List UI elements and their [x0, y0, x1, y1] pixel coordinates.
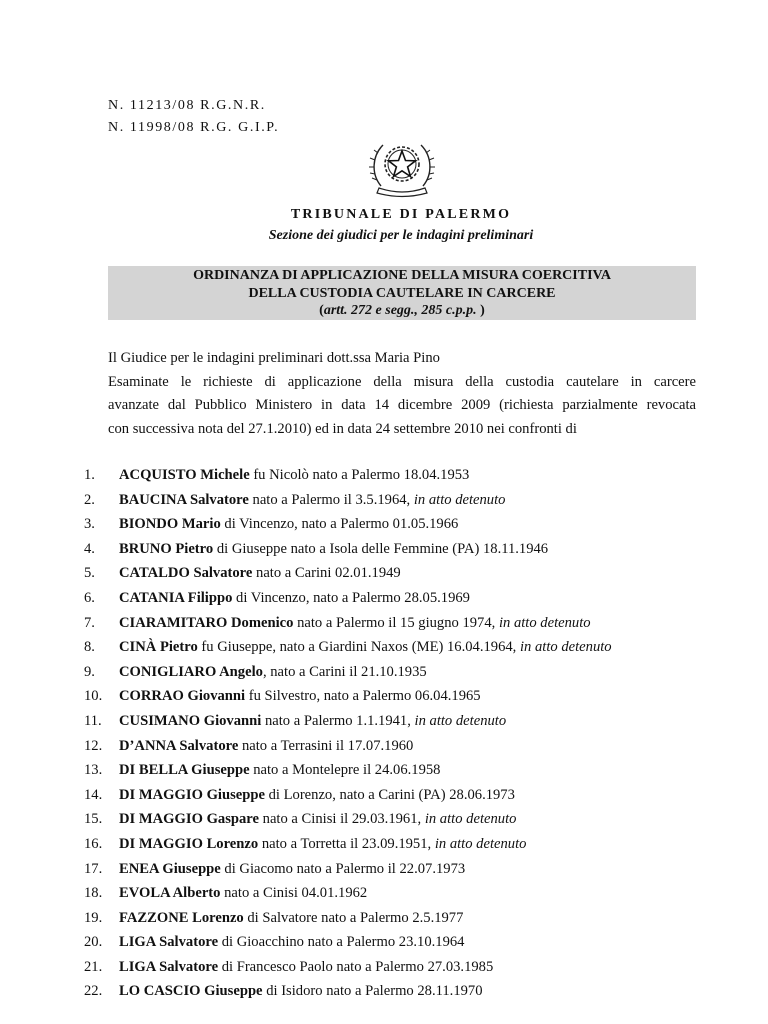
item-text [119, 684, 481, 709]
item-number: 1. [84, 467, 95, 483]
defendant-details: fu Silvestro, nato a Palermo 06.04.1965 [245, 688, 481, 705]
defendant-name: CATALDO Salvatore [119, 565, 253, 582]
item-number: 10. [84, 688, 103, 705]
list-item [84, 906, 744, 931]
item-text [119, 586, 470, 611]
defendant-name: DI MAGGIO Giuseppe [119, 786, 265, 803]
defendant-details: nato a Carini 02.01.1949 [252, 565, 401, 582]
list-item [84, 807, 744, 832]
item-number: 14. [84, 786, 103, 803]
item-text [119, 488, 505, 513]
defendant-details: nato a Torretta il 23.09.1951, [258, 835, 435, 852]
list-item [84, 709, 744, 734]
item-text [119, 857, 465, 882]
ordinance-paren-open: ( [319, 303, 324, 318]
list-item [84, 660, 744, 685]
item-number: 19. [84, 909, 103, 926]
item-number: 15. [84, 811, 103, 828]
defendant-details: , nato a Carini il 21.10.1935 [262, 663, 427, 680]
defendant-details: nato a Palermo il 3.5.1964, [248, 491, 414, 508]
ordinance-articles: artt. 272 e segg., 285 c.p.p. [323, 303, 477, 318]
defendant-details: fu Nicolò nato a Palermo 18.04.1953 [249, 467, 470, 483]
defendants-list [84, 463, 744, 1004]
ordinance-line-3 [108, 302, 696, 320]
judge-line: Il Giudice per le indagini preliminari dott.ssa Maria Pino [108, 350, 440, 366]
defendant-details: di Vincenzo, nato a Palermo 01.05.1966 [220, 516, 459, 533]
defendant-details: di Francesco Paolo nato a Palermo 27.03.1985 [218, 958, 494, 975]
item-number: 4. [84, 540, 95, 557]
item-number: 7. [84, 614, 95, 631]
defendant-details: di Isidoro nato a Palermo 28.11.1970 [262, 983, 483, 1000]
item-text [119, 709, 506, 734]
intro-line-2: avanzate dal Pubblico Ministero in data 14 dicembre 2009 (richiesta parzialmente revocata [108, 397, 696, 413]
item-text [119, 611, 591, 636]
item-number: 11. [84, 712, 102, 729]
defendant-details: nato a Cinisi il 29.03.1961, [259, 811, 425, 828]
item-text [119, 906, 463, 931]
italian-republic-emblem-icon [369, 136, 435, 198]
defendant-status: in atto detenuto [414, 712, 507, 729]
defendant-details: nato a Palermo il 15 giugno 1974, [293, 614, 499, 631]
intro-paragraph [108, 347, 696, 441]
item-text [119, 561, 401, 586]
defendant-name: DI MAGGIO Gaspare [119, 811, 259, 828]
defendant-name: CONIGLIARO Angelo [119, 663, 263, 680]
item-number: 13. [84, 762, 103, 779]
list-item [84, 561, 744, 586]
item-text [119, 807, 516, 832]
item-number: 18. [84, 885, 103, 902]
ref-rggip: N. 11998/08 R.G. G.I.P. [108, 120, 280, 135]
defendant-details: nato a Palermo 1.1.1941, [261, 712, 415, 729]
ordinance-title-box [108, 266, 696, 320]
defendant-name: BIONDO Mario [119, 516, 221, 533]
list-item [84, 463, 744, 488]
ordinance-paren-close: ) [476, 303, 485, 318]
defendant-name: DI MAGGIO Lorenzo [119, 835, 259, 852]
intro-line-3: con successiva nota del 27.1.2010) ed in data 24 settembre 2010 nei confronti di [108, 420, 577, 437]
list-item [84, 955, 744, 980]
defendant-details: di Lorenzo, nato a Carini (PA) 28.06.1973 [264, 786, 515, 803]
defendant-details: di Vincenzo, nato a Palermo 28.05.1969 [232, 589, 470, 606]
list-item [84, 930, 744, 955]
list-item [84, 537, 744, 562]
defendant-name: ENEA Giuseppe [119, 860, 221, 877]
list-item [84, 684, 744, 709]
defendant-name: LIGA Salvatore [119, 958, 219, 975]
defendant-status: in atto detenuto [424, 811, 517, 828]
defendant-name: ACQUISTO Michele [119, 467, 250, 483]
item-text [119, 881, 367, 906]
item-text [119, 660, 427, 685]
defendant-status: in atto detenuto [413, 491, 506, 508]
item-text [119, 783, 515, 808]
defendant-name: CUSIMANO Giovanni [119, 712, 262, 729]
item-text [119, 979, 483, 1004]
ordinance-line-2: DELLA CUSTODIA CAUTELARE IN CARCERE [248, 285, 556, 301]
defendant-name: LO CASCIO Giuseppe [119, 983, 263, 1000]
list-item [84, 832, 744, 857]
item-number: 20. [84, 934, 103, 951]
item-text [119, 955, 493, 980]
defendant-name: EVOLA Alberto [119, 885, 221, 902]
defendant-details: di Giacomo nato a Palermo il 22.07.1973 [220, 860, 466, 877]
item-number: 5. [84, 565, 95, 582]
item-number: 8. [84, 639, 95, 656]
item-text [119, 930, 464, 955]
item-number: 22. [84, 983, 103, 1000]
defendant-details: di Gioacchino nato a Palermo 23.10.1964 [218, 934, 465, 951]
item-number: 12. [84, 737, 103, 754]
defendant-status: in atto detenuto [434, 835, 527, 852]
list-item [84, 857, 744, 882]
item-text [119, 832, 526, 857]
defendant-name: FAZZONE Lorenzo [119, 909, 244, 926]
item-text [119, 463, 469, 488]
item-text [119, 635, 612, 660]
ordinance-line-1: ORDINANZA DI APPLICAZIONE DELLA MISURA COERCITIVA [193, 268, 611, 283]
court-section: Sezione dei giudici per le indagini preliminari [268, 228, 534, 243]
defendant-details: di Salvatore nato a Palermo 2.5.1977 [243, 909, 464, 926]
defendant-details: nato a Cinisi 04.01.1962 [220, 885, 368, 902]
defendant-name: D’ANNA Salvatore [119, 737, 239, 754]
item-number: 17. [84, 860, 103, 877]
item-number: 3. [84, 516, 95, 533]
list-item [84, 512, 744, 537]
item-number: 6. [84, 589, 95, 606]
item-text [119, 512, 458, 537]
item-number: 21. [84, 958, 103, 975]
defendant-name: CINÀ Pietro [119, 639, 198, 656]
defendant-name: LIGA Salvatore [119, 934, 219, 951]
defendant-name: CIARAMITARO Domenico [119, 614, 294, 631]
intro-line-1: Esaminate le richieste di applicazione della misura della custodia cautelare in carcere [108, 373, 696, 390]
list-item [84, 783, 744, 808]
defendant-details: fu Giuseppe, nato a Giardini Naxos (ME) 16.04.1964, [197, 639, 520, 656]
case-references [108, 95, 279, 139]
ref-rgnr: N. 11213/08 R.G.N.R. [108, 98, 266, 113]
list-item [84, 586, 744, 611]
defendant-status: in atto detenuto [519, 639, 612, 656]
item-text [119, 734, 413, 759]
list-item [84, 758, 744, 783]
item-text [119, 537, 548, 562]
defendant-details: nato a Terrasini il 17.07.1960 [238, 737, 414, 754]
defendant-name: DI BELLA Giuseppe [119, 762, 250, 779]
defendant-details: di Giuseppe nato a Isola delle Femmine (PA) 18.11.1946 [213, 540, 549, 557]
defendant-name: BRUNO Pietro [119, 540, 214, 557]
defendant-name: CORRAO Giovanni [119, 688, 246, 705]
list-item [84, 734, 744, 759]
defendant-name: CATANIA Filippo [119, 589, 233, 606]
item-number: 16. [84, 835, 103, 852]
item-text [119, 758, 440, 783]
defendant-name: BAUCINA Salvatore [119, 491, 249, 508]
defendant-details: nato a Montelepre il 24.06.1958 [249, 762, 441, 779]
defendant-status: in atto detenuto [498, 614, 591, 631]
court-title: TRIBUNALE DI PALERMO [290, 207, 512, 222]
list-item [84, 979, 744, 1004]
item-number: 9. [84, 663, 95, 680]
list-item [84, 635, 744, 660]
item-number: 2. [84, 491, 95, 508]
list-item [84, 881, 744, 906]
list-item [84, 611, 744, 636]
list-item [84, 488, 744, 513]
